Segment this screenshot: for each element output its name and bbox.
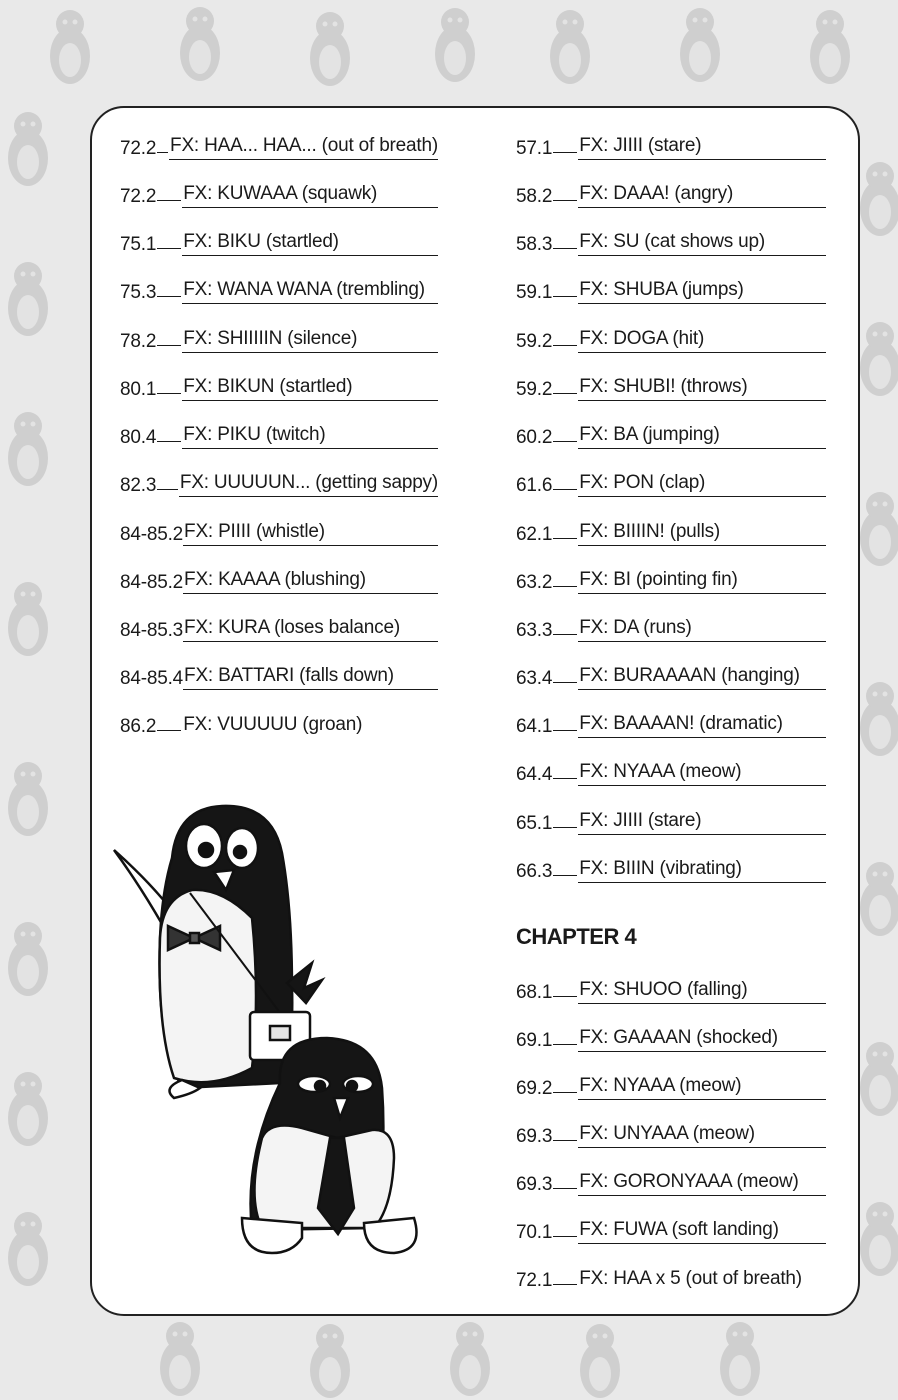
pattern-bottom-row xyxy=(160,1322,760,1398)
fx-entry: 61.6 FX: PON (clap) xyxy=(516,467,826,497)
fx-entry: 69.3 FX: GORONYAAA (meow) xyxy=(516,1166,826,1196)
fx-entry: 57.1 FX: JIIII (stare) xyxy=(516,130,826,160)
fx-entry: 60.2 FX: BA (jumping) xyxy=(516,419,826,449)
fx-entry: 66.3 FX: BIIIN (vibrating) xyxy=(516,853,826,883)
fx-entry: 69.1 FX: GAAAAN (shocked) xyxy=(516,1022,826,1052)
glossary-panel xyxy=(90,106,860,1316)
fx-entry: 70.1 FX: FUWA (soft landing) xyxy=(516,1214,826,1244)
fx-entry: 68.1 FX: SHUOO (falling) xyxy=(516,974,826,1004)
fx-entry: 82.3 FX: UUUUUN... (getting sappy) xyxy=(120,472,438,496)
fx-entry: 84-85.3 FX: KURA (loses balance) xyxy=(120,612,438,642)
fx-entry: 69.2 FX: NYAAA (meow) xyxy=(516,1070,826,1100)
fx-entry: 86.2 FX: VUUUUU (groan) xyxy=(120,714,363,737)
fx-entry: 75.3 FX: WANA WANA (trembling) xyxy=(120,274,438,304)
fx-entry: 58.2 FX: DAAA! (angry) xyxy=(516,178,826,208)
fx-entry: 84-85.2 FX: PIIII (whistle) xyxy=(120,516,438,546)
fx-entry: 84-85.4 FX: BATTARI (falls down) xyxy=(120,660,438,690)
chapter-heading: CHAPTER 4 xyxy=(516,924,637,949)
fx-entry: 59.2 FX: SHUBI! (throws) xyxy=(516,371,826,401)
pattern-right-column xyxy=(860,162,898,1276)
fx-entry: 65.1 FX: JIIII (stare) xyxy=(516,805,826,835)
fx-entry: 59.1 FX: SHUBA (jumps) xyxy=(516,274,826,304)
fx-entry: 72.1 FX: HAA x 5 (out of breath) xyxy=(516,1268,802,1291)
pattern-top-row xyxy=(50,7,850,86)
fx-entry: 78.2 FX: SHIIIIIN (silence) xyxy=(120,323,438,353)
fx-entry: 72.2 FX: HAA... HAA... (out of breath) xyxy=(120,135,438,159)
fx-entry: 59.2 FX: DOGA (hit) xyxy=(516,323,826,353)
fx-entry: 63.3 FX: DA (runs) xyxy=(516,612,826,642)
pattern-left-column xyxy=(8,112,48,1286)
fx-entry: 80.1 FX: BIKUN (startled) xyxy=(120,371,438,401)
fx-entry: 72.2 FX: KUWAAA (squawk) xyxy=(120,178,438,208)
penguin-characters-illustration xyxy=(102,798,442,1258)
fx-entry: 64.1 FX: BAAAAN! (dramatic) xyxy=(516,708,826,738)
fx-entry: 64.4 FX: NYAAA (meow) xyxy=(516,756,826,786)
fx-entry: 58.3 FX: SU (cat shows up) xyxy=(516,226,826,256)
fx-entry: 80.4 FX: PIKU (twitch) xyxy=(120,419,438,449)
fx-entry: 69.3 FX: UNYAAA (meow) xyxy=(516,1118,826,1148)
fx-entry: 63.2 FX: BI (pointing fin) xyxy=(516,564,826,594)
fx-entry: 84-85.2 FX: KAAAA (blushing) xyxy=(120,564,438,594)
fx-entry: 62.1 FX: BIIIIN! (pulls) xyxy=(516,516,826,546)
fx-entry: 75.1 FX: BIKU (startled) xyxy=(120,226,438,256)
fx-entry: 63.4 FX: BURAAAAN (hanging) xyxy=(516,660,826,690)
